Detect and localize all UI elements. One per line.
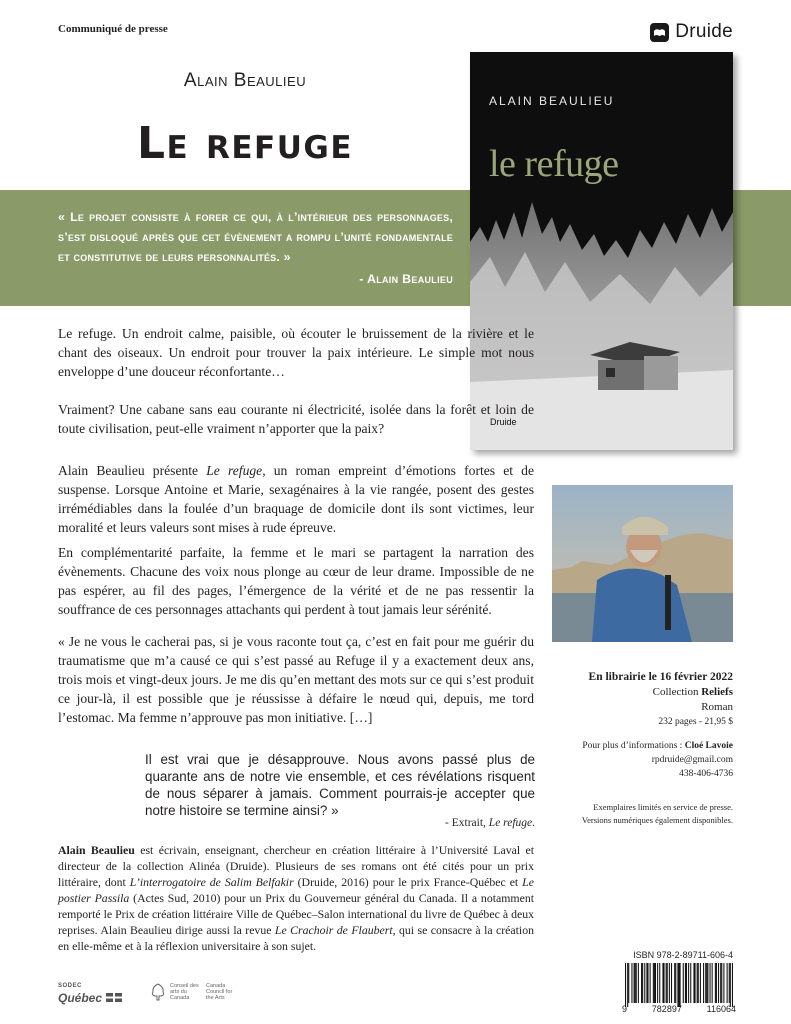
- tree-icon: [150, 983, 166, 1001]
- cover-title: le refuge: [489, 143, 619, 185]
- contact-phone: 438-406-4736: [679, 769, 733, 779]
- publisher-name: Druide: [675, 21, 733, 42]
- barcode-icon: [625, 963, 733, 1007]
- question-paragraph: Vraiment? Une cabane sans eau courante ni électricité, isolée dans la forêt et loin de toute civilisation, peut-elle vraiment n’apporter que la paix?: [58, 402, 534, 436]
- book-title: Le refuge: [136, 118, 354, 169]
- collection-line: Collection Reliefs: [652, 686, 733, 698]
- canada-council-logo: Conseil des arts du Canada Canada Council for the Arts: [150, 983, 238, 1001]
- cover-publisher: Druide: [490, 417, 517, 427]
- author-name: Alain Beaulieu: [183, 70, 307, 91]
- author-photo: [552, 485, 733, 642]
- availability-note: Exemplaires limités en service de presse. Versions numériques également disponibles.: [581, 802, 733, 825]
- excerpt-source: - Extrait, Le refuge.: [445, 817, 535, 829]
- contact-info: [582, 739, 733, 781]
- synopsis-paragraph: Alain Beaulieu présente Le refuge, un roman empreint d’émotions fortes et de suspense. Lorsque Antoine et Marie, sexagénaires à la vie rangée, posent des gestes irrémédiables dans la foulée d’un braquage de domicile dont ils sont victimes, leur moralité et leurs valeurs sont mises à rude épreuve.: [58, 463, 534, 535]
- bio-author-name: Alain Beaulieu: [58, 843, 135, 857]
- book-title-inline: Le refuge: [206, 463, 263, 478]
- contact-line: Pour plus d’informations : Cloé Lavoie: [582, 741, 733, 751]
- barcode-digits: 9 782897 116064: [622, 1004, 736, 1014]
- cover-forest-illustration: [470, 52, 733, 450]
- excerpt-paragraph: « Je ne vous le cacherai pas, si je vous raconte tout ça, c’est en fait pour me guérir du traumatisme que m’a causé ce qui s’est passé au Refuge il y a exactement deux ans, trois mois et vingt-deux jours. Je me dis qu’en mettant des mots sur ce qui s’est produit ce jour-là, il est possible que je réussisse à défaire le nœud qui, depuis, me tord l’estomac. Ma femme n’approuve pas mon initiative. […]: [58, 634, 534, 725]
- intro-paragraph: Le refuge. Un endroit calme, paisible, où écouter le bruissement de la rivière et le chant des oiseaux. Un endroit pour trouver la paix intérieure. Le simple mot nous enveloppe d’une douceur réconfortante…: [58, 326, 534, 379]
- publisher-brand: [650, 21, 733, 43]
- contact-email[interactable]: rpdruide@gmail.com: [651, 755, 733, 765]
- release-info: [589, 670, 733, 730]
- druide-logo-icon: [650, 23, 669, 42]
- genre: Roman: [701, 701, 733, 713]
- isbn-label: ISBN 978-2-89711-606-4: [633, 950, 733, 960]
- quote-author: - Alain Beaulieu: [359, 272, 453, 286]
- book-details: 232 pages - 21,95 $: [658, 717, 733, 727]
- narration-paragraph: En complémentarité parfaite, la femme et le mari se partagent la narration des évènements. Chacune des voix nous plonge au cœur de leur drame. Impossible de ne pas espérer, au fil des pages, l’émergence de la vérité et de ne pas ressentir la souffrance de ces personnages attachants qui perdent à tout jamais leur sérénité.: [58, 545, 534, 617]
- book-cover: [470, 52, 733, 450]
- sodec-logo: SODEC Québec: [58, 983, 122, 1007]
- author-bio: Alain Beaulieu est écrivain, enseignant, chercheur en création littéraire à l’Université Laval et directeur de la collection Alinéa (Druide). Plusieurs de ses romans ont été cités pour un prix littéraire, dont L’interrogatoire de Salim Belfakir (Druide, 2016) pour le prix France-Québec et Le postier Passila (Actes Sud, 2010) pour un Prix du Gouverneur général du Canada. Il a notamment remporté le Prix de création littéraire Ville de Québec–Salon international du livre de Québec à deux reprises. Alain Beaulieu dirige aussi la revue Le Crachoir de Flaubert, qui se consacre à la création en elle-même et à la réflexion universitaire à son sujet.: [58, 843, 535, 953]
- quebec-flag-icon: [106, 993, 122, 1002]
- cover-author: ALAIN BEAULIEU: [489, 94, 615, 108]
- excerpt-inset: Il est vrai que je désapprouve. Nous avons passé plus de quarante ans de notre vie ensemble, et ces révélations risquent de nous séparer à jamais. Comment pourrais-je accepter que notre histoire se termine ainsi? »: [145, 752, 535, 818]
- author-quote: « Le projet consiste à forer ce qui, à l’intérieur des personnages, s’est disloqué après que cet évènement a rompu l’unité fondamentale et constitutive de leurs personnalités. »: [58, 210, 453, 264]
- release-date: En librairie le 16 février 2022: [588, 671, 733, 683]
- document-type-label: Communiqué de presse: [58, 23, 168, 35]
